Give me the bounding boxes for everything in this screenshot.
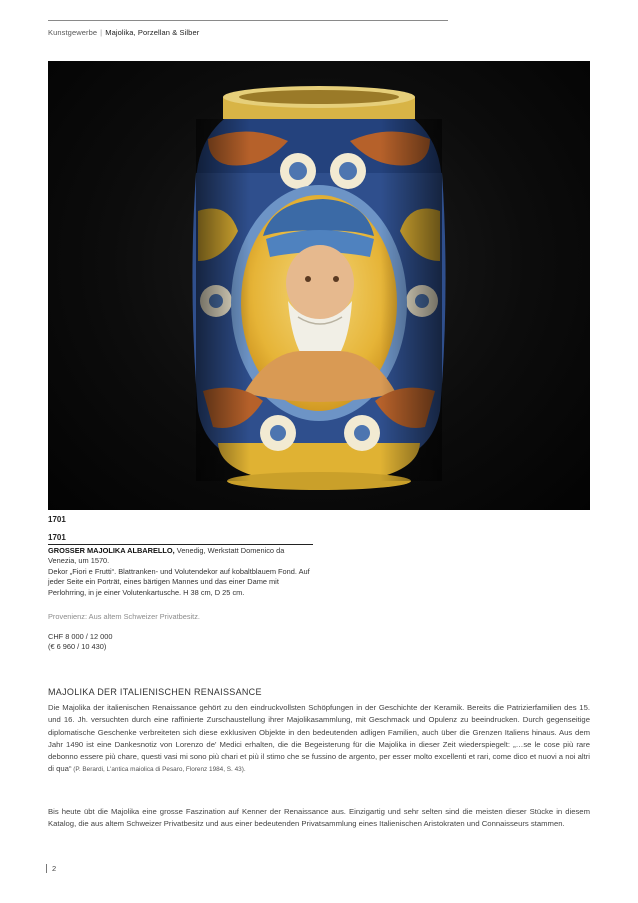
estimate-eur: (€ 6 960 / 10 430) — [48, 642, 107, 652]
page-number: 2 — [52, 864, 57, 873]
citation-reference: (P. Berardi, L'antica maiolica di Pesaro, Florenz 1984, S. 43). — [71, 766, 246, 774]
header-rule — [48, 20, 448, 21]
footer-divider — [46, 864, 47, 873]
lot-number-caption: 1701 — [48, 515, 66, 524]
estimate-chf: CHF 8 000 / 12 000 — [48, 632, 113, 641]
lot-description — [48, 546, 313, 598]
breadcrumb-category: Kunstgewerbe — [48, 28, 98, 37]
lot-title: GROSSER MAJOLIKA ALBARELLO, — [48, 546, 175, 555]
breadcrumb-subcategory: Majolika, Porzellan & Silber — [105, 28, 200, 37]
breadcrumb-separator: | — [100, 28, 103, 37]
lot-provenance: Provenienz: Aus altem Schweizer Privatbesitz. — [48, 612, 200, 621]
article-paragraph-1 — [48, 702, 590, 777]
article-paragraph-2: Bis heute übt die Majolika eine grosse Faszination auf Kenner der Renaissance aus. Einzigartig und sehr selten sind die meisten dieser Stücke in diesem Katalog, die aus altem Schweizer Privatbesitz und aus einer bedeutenden Privatsammlung eines Italienischen Aristokraten und Connaisseurs stammen. — [48, 807, 590, 829]
lot-entry — [48, 533, 313, 598]
lot-rule — [48, 544, 313, 545]
albarello-jar-photo — [48, 61, 590, 510]
breadcrumb — [48, 28, 199, 37]
section-heading: MAJOLIKA DER ITALIENISCHEN RENAISSANCE — [48, 687, 262, 697]
lot-number: 1701 — [48, 533, 66, 542]
lot-decor: Dekor „Fiori e Frutti“. Blattranken- und Volutendekor auf kobaltblauem Fond. Auf jeder Seite ein Porträt, eines bärtigen Mannes und das einer Dame mit Perlohrring, in je einer Volutenkartusche. H 38 cm, D 25 cm. — [48, 566, 310, 597]
lot-origin: Venedig, Werkstatt Domenico da Venezia, um 1570. — [48, 546, 285, 566]
paragraph-1-text: Die Majolika der italienischen Renaissance gehört zu den eindruckvollsten Schöpfungen in der Geschichte der Keramik. Bereits die Patrizierfamilien des 15. und 16. Jh. versuchten durch eine raffinierte Zurschaustellung ihrer Majolikasammlung, mit Geschmack und Opulenz zu beeindrucken. Durch gegenseitige diplomatische Geschenke verbreiteten sich diese exklusiven Objekte in den bedeutenden adligen Familien, auch über die Grenzen Italiens hinaus. Aus dem Jahr 1490 ist eine Dankesnotiz von Lorenzo de' Medici erhalten, die die Begeisterung für die Majolika in dieser Zeit wiederspiegelt: „…se le cose più rare debonno essere più chare, questi vasi mi sono più chari et più il stimo che se fussino de argento, per esser molto excellenti et rari, come dico et nuovi a noi altri di qua“ — [48, 703, 590, 774]
lot-estimate — [48, 632, 113, 653]
